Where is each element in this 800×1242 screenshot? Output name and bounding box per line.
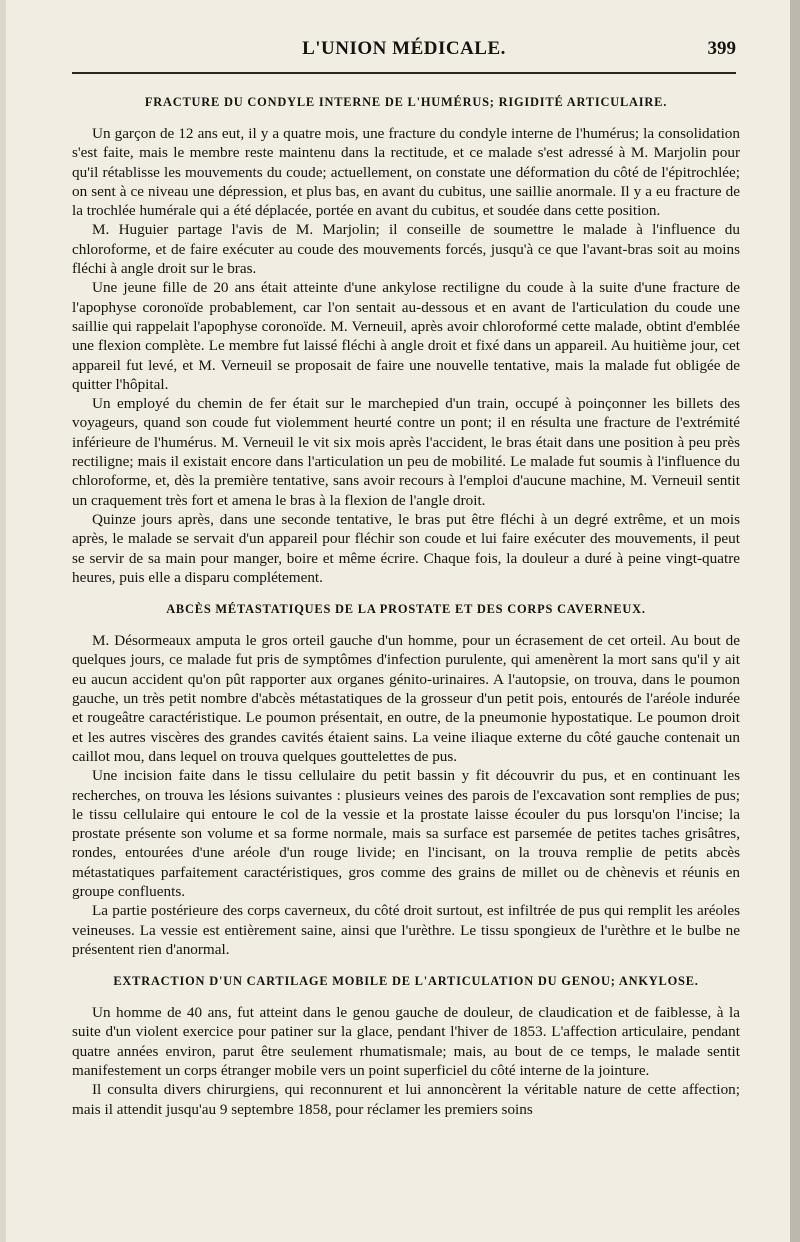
page-header bbox=[72, 38, 736, 68]
paragraph: La partie postérieure des corps caverneux, du côté droit surtout, est infiltrée de pus qui remplit les aréoles veineuses. La vessie est entièrement saine, ainsi que l'urèthre. Le tissu spongieux de l'urèthre et le bulbe ne présentent rien d'anormal. bbox=[72, 902, 740, 958]
page-number: 399 bbox=[707, 38, 736, 59]
section-abces-metastatiques bbox=[72, 601, 740, 959]
paragraph: Une incision faite dans le tissu cellulaire du petit bassin y fit découvrir du pus, et en continuant les recherches, on trouva les lésions suivantes : plusieurs veines des parois de l'excavation sont remplies de pus; le tissu cellulaire qui entoure le col de la vessie et la prostate laisse écouler du pus lorsqu'on l'incise; la prostate présente son volume et sa forme normale, mais sa surface est parsemée de petites taches grisâtres, rondes, entourées d'une aréole d'un rouge livide; en l'incisant, on la trouva remplie de petits abcès métastatiques parfaitement caractéristiques, gros comme des grains de millet ou de chènevis et réunis en groupe confluents. bbox=[72, 767, 740, 900]
section-spacer bbox=[72, 959, 740, 973]
section-title: ABCÈS MÉTASTATIQUES DE LA PROSTATE ET DES CORPS CAVERNEUX. bbox=[166, 602, 646, 617]
paragraph: Un employé du chemin de fer était sur le marchepied d'un train, occupé à poinçonner les billets des voyageurs, quand son coude fut violemment heurté contre un pont; il en résulta une fracture de l'extrémité inférieure de l'humérus. M. Verneuil le vit six mois après l'accident, le bras était dans une position à peu près rectiligne; mais il existait encore dans l'articulation un peu de mobilité. Le malade fut soumis à l'influence du chloroforme, et, dès la première tentative, sans avoir recours à l'emploi d'aucune machine, M. Verneuil sentit un craquement très fort et amena le bras à la flexion de l'angle droit. bbox=[72, 395, 740, 509]
header-rule bbox=[72, 72, 736, 74]
section-title: EXTRACTION D'UN CARTILAGE MOBILE DE L'ARTICULATION DU GENOU; ANKYLOSE. bbox=[113, 974, 699, 989]
section-title: FRACTURE DU CONDYLE INTERNE DE L'HUMÉRUS; RIGIDITÉ ARTICULAIRE. bbox=[144, 95, 668, 109]
section-spacer bbox=[72, 587, 740, 601]
paragraph: M. Huguier partage l'avis de M. Marjolin; il conseille de soumettre le malade à l'influence du chloroforme, et de faire exécuter au coude des mouvements forcés, jusqu'à ce que l'avant-bras soit au moins fléchi à angle droit sur le bras. bbox=[72, 221, 740, 278]
paragraph: M. Désormeaux amputa le gros orteil gauche d'un homme, pour un écrasement de cet orteil. Au bout de quelques jours, ce malade fut pris de symptômes d'infection purulente, qui amenèrent la mort sans qu'il y ait eu aucun accident qu'on pût rapporter aux organes génito-urinaires. A l'autopsie, on trouva, dans le poumon gauche, un très petit nombre d'abcès métastatiques de la grosseur d'un petit pois, entourés de l'aréole indurée et rougeâtre caractéristique. Le poumon présentait, en outre, de la pneumonie hypostatique. Le poumon droit et les autres viscères des grandes cavités étaient sains. La veine iliaque externe du côté gauche contenait un caillot mou, dans lequel on trouva quelques gouttelettes de pus. bbox=[72, 632, 740, 765]
paragraph: Un garçon de 12 ans eut, il y a quatre mois, une fracture du condyle interne de l'humérus; la consolidation s'est faite, mais le membre reste maintenu dans la rectitude, et ce malade s'est adressé à M. Marjolin pour qu'il rétablisse les mouvements du coude; actuellement, on constate une déformation du côté de l'épitrochlée; on sent à ce niveau une dépression, et plus bas, en avant du cubitus, une saillie anormale. Il y a eu fracture de la trochlée humérale qui a été déplacée, portée en avant du cubitus, et soudée dans cette position. bbox=[72, 125, 740, 220]
section-fracture-condyle bbox=[72, 94, 740, 587]
paragraph: Quinze jours après, dans une seconde tentative, le bras put être fléchi à un degré extrême, et un mois après, le malade se servait d'un appareil pour fléchir son coude et lui faire exécuter des mouvements, il peut se servir de sa main pour manger, boire et même écrire. Chaque fois, la douleur a duré à peine vingt-quatre heures, puis elle a disparu complétement. bbox=[72, 510, 740, 586]
paragraph: Il consulta divers chirurgiens, qui reconnurent et lui annoncèrent la véritable nature de cette affection; mais il attendit jusqu'au 9 septembre 1858, pour réclamer les premiers soins bbox=[72, 1081, 740, 1118]
running-title: L'UNION MÉDICALE. bbox=[302, 38, 506, 59]
section-extraction-cartilage bbox=[72, 973, 740, 1119]
paragraph: Un homme de 40 ans, fut atteint dans le genou gauche de douleur, de claudication et de faiblesse, à la suite d'un violent exercice pour patiner sur la glace, pendant l'hiver de 1853. L'affection articulaire, pendant quatre années environ, parut être seulement rhumatismale; mais, au bout de ce temps, le malade sentit manifestement un corps étranger mobile vers un point superficiel du côté interne de la jointure. bbox=[72, 1004, 740, 1080]
article-body bbox=[72, 94, 740, 1119]
paragraph: Une jeune fille de 20 ans était atteinte d'une ankylose rectiligne du coude à la suite d'une fracture de l'apophyse coronoïde probablement, car l'on sentait au-dessous et en avant de l'articulation du coude une saillie qui rappelait l'apophyse coronoïde. M. Verneuil, après avoir chloroformé cette malade, obtint d'emblée une flexion complète. Le membre fut laissé fléchi à angle droit et fixé dans un appareil. Au huitième jour, cet appareil fut levé, et M. Verneuil se proposait de faire une nouvelle tentative, mais la malade fut obligée de quitter l'hôpital. bbox=[72, 279, 740, 393]
